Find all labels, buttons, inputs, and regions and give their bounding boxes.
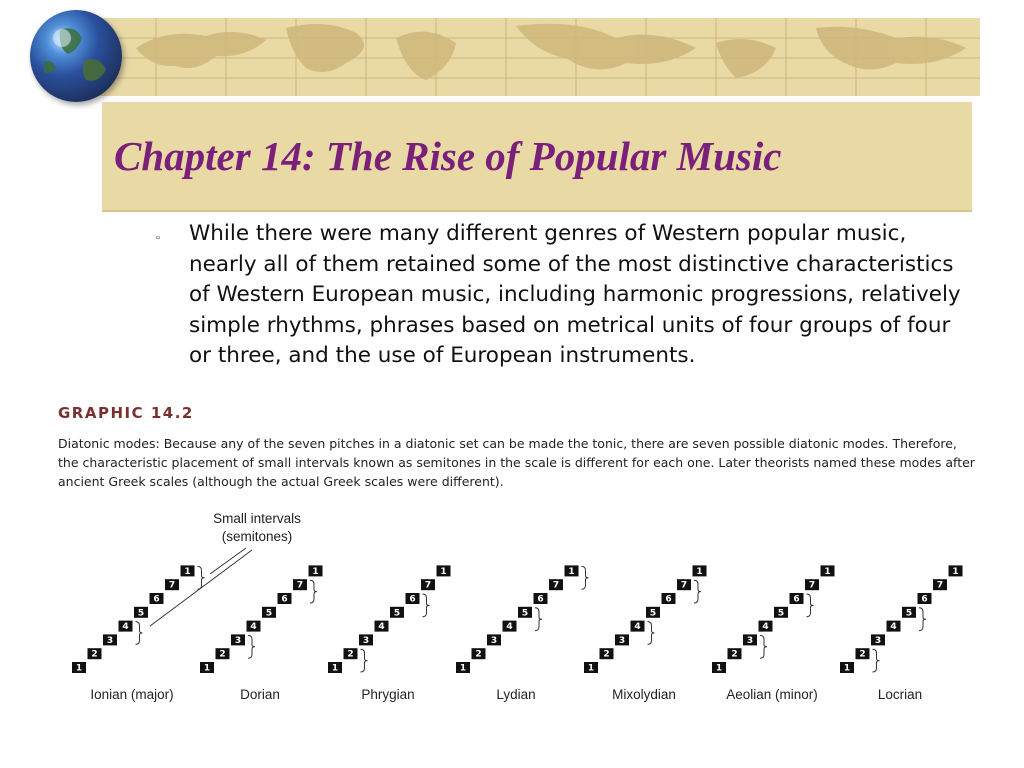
scale-degree-number: 1 xyxy=(312,566,319,577)
scale-degree-number: 2 xyxy=(475,649,482,660)
semitone-annotation-line1: Small intervals xyxy=(213,511,301,526)
scale-degree-number: 2 xyxy=(347,649,354,660)
scale-degree-number: 7 xyxy=(424,580,432,591)
mode-name-label: Locrian xyxy=(877,687,923,702)
scale-degree-number: 1 xyxy=(715,663,723,674)
scale-degree-number: 1 xyxy=(203,663,211,674)
semitone-brace xyxy=(136,622,143,645)
scale-degree-number: 1 xyxy=(843,663,851,674)
scale-degree-number: 1 xyxy=(952,566,959,577)
mode-name-label: Aeolian (minor) xyxy=(726,687,818,702)
scale-degree-number: 3 xyxy=(362,635,370,646)
scale-degree-number: 2 xyxy=(859,649,866,660)
scale-degree-number: 5 xyxy=(649,608,657,619)
scale-degree-number: 2 xyxy=(219,649,226,660)
scale-degree-number: 3 xyxy=(490,635,498,646)
scale-degree-number: 1 xyxy=(824,566,831,577)
title-box xyxy=(102,102,972,212)
scale-degree-number: 6 xyxy=(409,594,416,605)
semitone-brace xyxy=(535,608,542,631)
scale-degree-number: 4 xyxy=(890,622,897,633)
scale-degree-number: 7 xyxy=(296,580,304,591)
scale-degree-number: 1 xyxy=(696,566,703,577)
slide-title: Chapter 14: The Rise of Popular Music xyxy=(114,133,782,179)
semitone-brace xyxy=(582,566,589,589)
semitone-brace xyxy=(648,622,655,645)
scale-degree-number: 6 xyxy=(153,594,160,605)
mode-name-label: Lydian xyxy=(496,687,536,702)
scale-degree-number: 7 xyxy=(552,580,560,591)
scale-degree-number: 7 xyxy=(936,580,944,591)
mode-name-label: Mixolydian xyxy=(612,687,676,702)
mode-name-label: Dorian xyxy=(240,687,280,702)
semitone-brace xyxy=(423,594,430,617)
scale-degree-number: 4 xyxy=(762,622,769,633)
scale-degree-number: 5 xyxy=(265,608,273,619)
scale-degree-number: 4 xyxy=(506,622,513,633)
scale-degree-number: 1 xyxy=(331,663,339,674)
scale-degree-number: 3 xyxy=(234,635,242,646)
scale-degree-number: 6 xyxy=(665,594,672,605)
semitone-brace xyxy=(361,649,368,672)
scale-degree-number: 2 xyxy=(731,649,738,660)
scale-degree-number: 1 xyxy=(440,566,447,577)
world-map-banner xyxy=(96,18,980,96)
scale-degree-number: 3 xyxy=(106,635,114,646)
mode-name-label: Ionian (major) xyxy=(90,687,174,702)
scale-degree-number: 5 xyxy=(521,608,529,619)
scale-degree-number: 4 xyxy=(250,622,257,633)
globe-icon xyxy=(30,10,122,102)
scale-degree-number: 1 xyxy=(75,663,83,674)
scale-degree-number: 4 xyxy=(378,622,385,633)
bullet-marker: ▫ xyxy=(156,232,160,244)
semitone-brace xyxy=(310,580,317,603)
scale-degree-number: 5 xyxy=(905,608,913,619)
scale-degree-number: 1 xyxy=(587,663,595,674)
scale-degree-number: 2 xyxy=(603,649,610,660)
scale-degree-number: 3 xyxy=(618,635,626,646)
scale-degree-number: 4 xyxy=(634,622,641,633)
scale-degree-number: 3 xyxy=(874,635,882,646)
mode-name-label: Phrygian xyxy=(361,687,415,702)
semitone-brace xyxy=(760,635,767,658)
scale-degree-number: 7 xyxy=(680,580,688,591)
bullet-text: While there were many different genres of Western popular music, nearly all of them retained some of the most distinctive characteristics of Western European music, including harmonic progressions, relatively simple rhythms, phrases based on metrical units of four groups of four or three, and the use of European instruments. xyxy=(189,221,961,368)
scale-degree-number: 5 xyxy=(393,608,401,619)
scale-degree-number: 5 xyxy=(137,608,145,619)
scale-degree-number: 4 xyxy=(122,622,129,633)
scale-degree-number: 6 xyxy=(537,594,544,605)
scale-degree-number: 6 xyxy=(921,594,928,605)
semitone-brace xyxy=(694,580,701,603)
graphic-caption: Diatonic modes: Because any of the seven pitches in a diatonic set can be made the tonic, there are seven possible diatonic modes. Therefore, the characteristic placement of small intervals known as semitones in the scale is different for each one. Later theorists named these modes after ancient Greek scales (although the actual Greek scales were different). xyxy=(58,436,975,489)
scale-degree-number: 6 xyxy=(281,594,288,605)
semitone-brace xyxy=(248,635,255,658)
scale-degree-number: 2 xyxy=(91,649,98,660)
scale-degree-number: 6 xyxy=(793,594,800,605)
scale-degree-number: 1 xyxy=(568,566,575,577)
semitone-brace xyxy=(919,608,926,631)
semitone-brace xyxy=(807,594,814,617)
diatonic-modes-diagram xyxy=(0,500,1024,710)
scale-degree-number: 5 xyxy=(777,608,785,619)
scale-degree-number: 3 xyxy=(746,635,754,646)
graphic-label: GRAPHIC 14.2 xyxy=(58,404,194,422)
scale-degree-number: 7 xyxy=(808,580,816,591)
annotation-pointer xyxy=(210,548,246,574)
semitone-brace xyxy=(873,649,880,672)
scale-degree-number: 1 xyxy=(459,663,467,674)
scale-degree-number: 7 xyxy=(168,580,176,591)
semitone-annotation-line2: (semitones) xyxy=(221,529,293,544)
scale-degree-number: 1 xyxy=(184,566,191,577)
